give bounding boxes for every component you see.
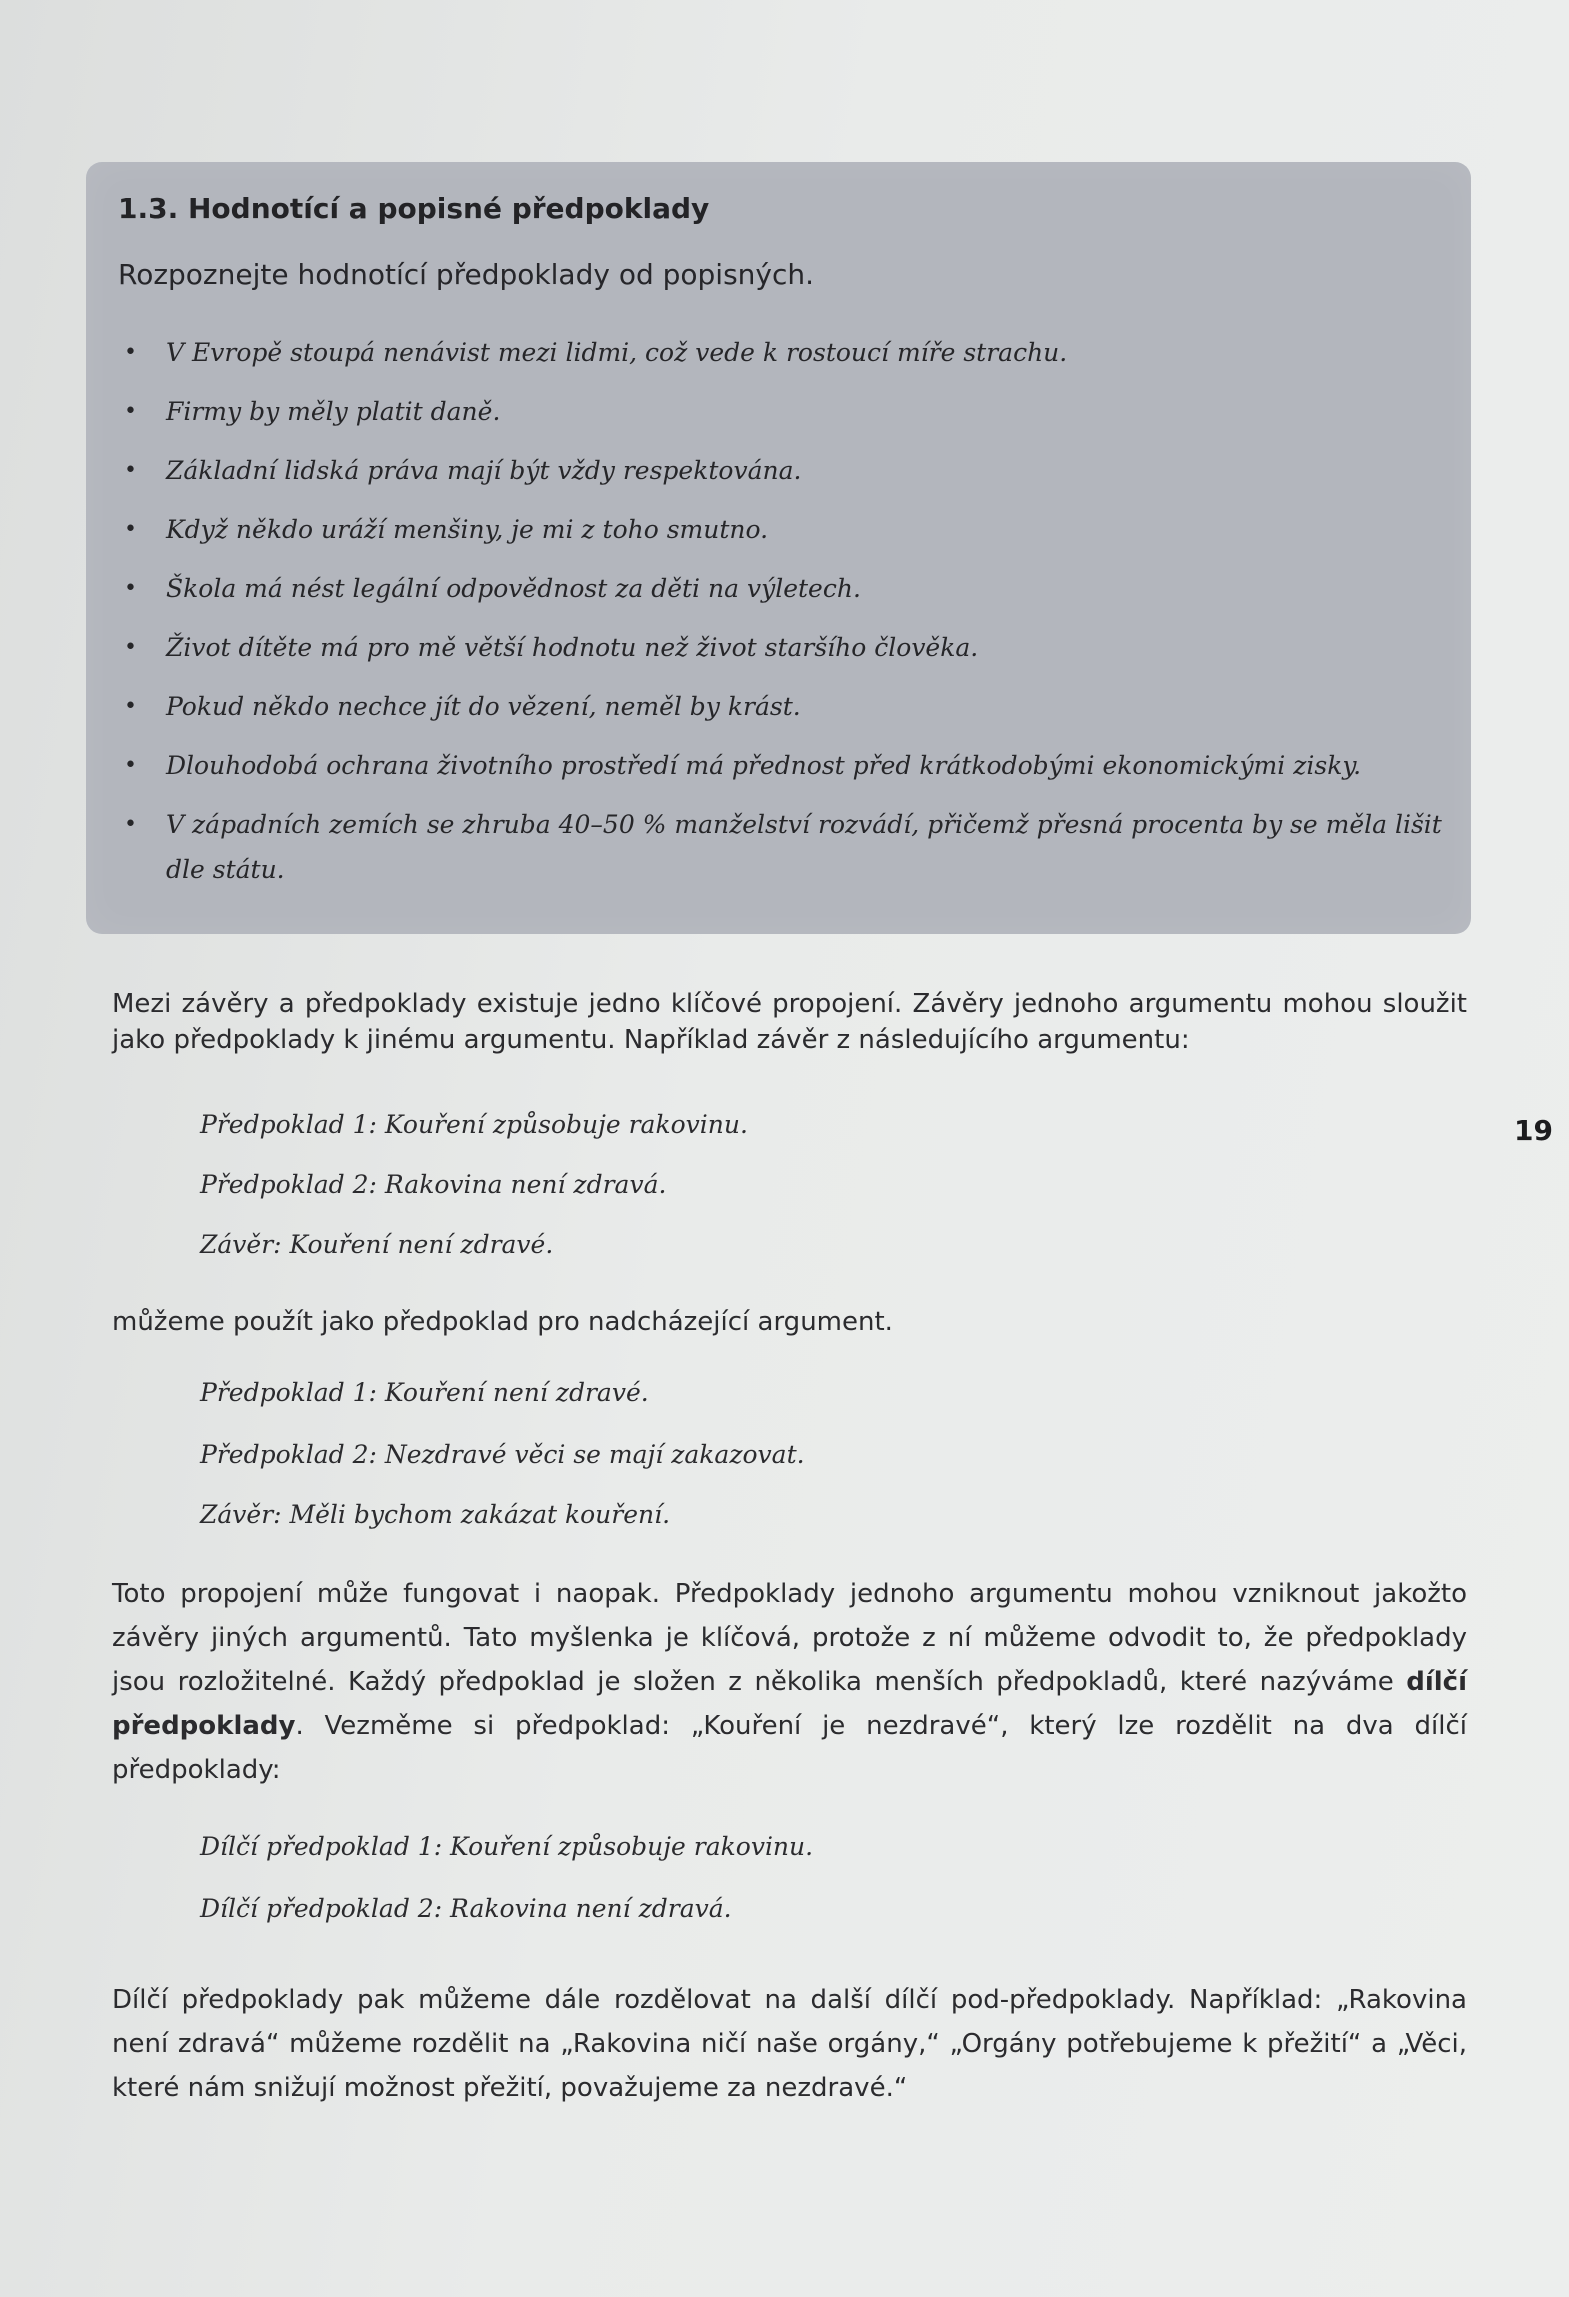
- argument-1-premise-1: Předpoklad 1: Kouření způsobuje rakovinu.: [200, 1110, 748, 1139]
- sub-premise-2: Dílčí předpoklad 2: Rakovina není zdravá.: [200, 1894, 732, 1923]
- exercise-item-text: Pokud někdo nechce jít do vězení, neměl by krást.: [166, 692, 801, 721]
- exercise-item: [118, 684, 1458, 743]
- paragraph-transition: můžeme použít jako předpoklad pro nadcházející argument.: [112, 1307, 893, 1337]
- exercise-item: [118, 389, 1458, 448]
- exercise-item-text: Základní lidská práva mají být vždy respektována.: [166, 456, 802, 485]
- paragraph-decomposition-text-2: . Vezměme si předpoklad: „Kouření je nezdravé“, který lze rozdělit na dva dílčí předpoklady:: [112, 1711, 1467, 1785]
- argument-1-conclusion: Závěr: Kouření není zdravé.: [200, 1230, 554, 1259]
- bullet-icon: •: [124, 694, 137, 719]
- exercise-item-text: Život dítěte má pro mě větší hodnotu než život staršího člověka.: [166, 633, 979, 662]
- exercise-item: [118, 448, 1458, 507]
- exercise-item: [118, 507, 1458, 566]
- bullet-icon: •: [124, 753, 137, 778]
- paragraph-decomposition-text-1: Toto propojení může fungovat i naopak. Předpoklady jednoho argumentu mohou vzniknout jakožto závěry jiných argumentů. Tato myšlenka je klíčová, protože z ní můžeme odvodit to, že předpoklady jsou rozložitelné. Každý předpoklad je složen z několika menších předpokladů, které nazýváme: [112, 1579, 1467, 1697]
- exercise-item: [118, 802, 1458, 892]
- exercise-item-text: Když někdo uráží menšiny, je mi z toho smutno.: [166, 515, 769, 544]
- paragraph-intro: Mezi závěry a předpoklady existuje jedno klíčové propojení. Závěry jednoho argumentu mohou sloužit jako předpoklady k jinému argumentu. Například závěr z následujícího argumentu:: [112, 989, 1467, 1055]
- bullet-icon: •: [124, 399, 137, 424]
- sub-premise-1: Dílčí předpoklad 1: Kouření způsobuje rakovinu.: [200, 1832, 814, 1861]
- bullet-icon: •: [124, 576, 137, 601]
- bullet-icon: •: [124, 635, 137, 660]
- argument-1-premise-2: Předpoklad 2: Rakovina není zdravá.: [200, 1170, 667, 1199]
- exercise-title: 1.3. Hodnotící a popisné předpoklady: [118, 192, 710, 225]
- bullet-icon: •: [124, 812, 137, 837]
- exercise-item-text: Dlouhodobá ochrana životního prostředí má přednost před krátkodobými ekonomickými zisky.: [166, 751, 1362, 780]
- exercise-item-list: [118, 330, 1458, 892]
- exercise-item-text: Škola má nést legální odpovědnost za děti na výletech.: [166, 574, 861, 603]
- paragraph-sub-decomposition: Dílčí předpoklady pak můžeme dále rozdělovat na další dílčí pod-předpoklady. Například: „Rakovina není zdravá“ můžeme rozdělit na „Rakovina ničí naše orgány,“ „Orgány potřebujeme k přežití“ a „Věci, které nám snižují možnost přežití, považujeme za nezdravé.“: [112, 1985, 1467, 2103]
- exercise-item-text: Firmy by měly platit daně.: [166, 397, 501, 426]
- page-number: 19: [1514, 1114, 1553, 1147]
- bullet-icon: •: [124, 458, 137, 483]
- argument-2-conclusion: Závěr: Měli bychom zakázat kouření.: [200, 1500, 671, 1529]
- exercise-item: [118, 743, 1458, 802]
- argument-2-premise-2: Předpoklad 2: Nezdravé věci se mají zakazovat.: [200, 1440, 805, 1469]
- exercise-item-text: V západních zemích se zhruba 40–50 % manželství rozvádí, přičemž přesná procenta by se měla lišit dle státu.: [166, 810, 1442, 884]
- paragraph-decomposition: [112, 1572, 1467, 1792]
- exercise-instruction: Rozpoznejte hodnotící předpoklady od popisných.: [118, 258, 815, 291]
- bullet-icon: •: [124, 340, 137, 365]
- exercise-item-text: V Evropě stoupá nenávist mezi lidmi, což vede k rostoucí míře strachu.: [166, 338, 1068, 367]
- bullet-icon: •: [124, 517, 137, 542]
- exercise-item: [118, 330, 1458, 389]
- exercise-item: [118, 625, 1458, 684]
- argument-2-premise-1: Předpoklad 1: Kouření není zdravé.: [200, 1378, 649, 1407]
- exercise-item: [118, 566, 1458, 625]
- term-dilci-predpoklady: dílčí předpoklady: [112, 1667, 1467, 1741]
